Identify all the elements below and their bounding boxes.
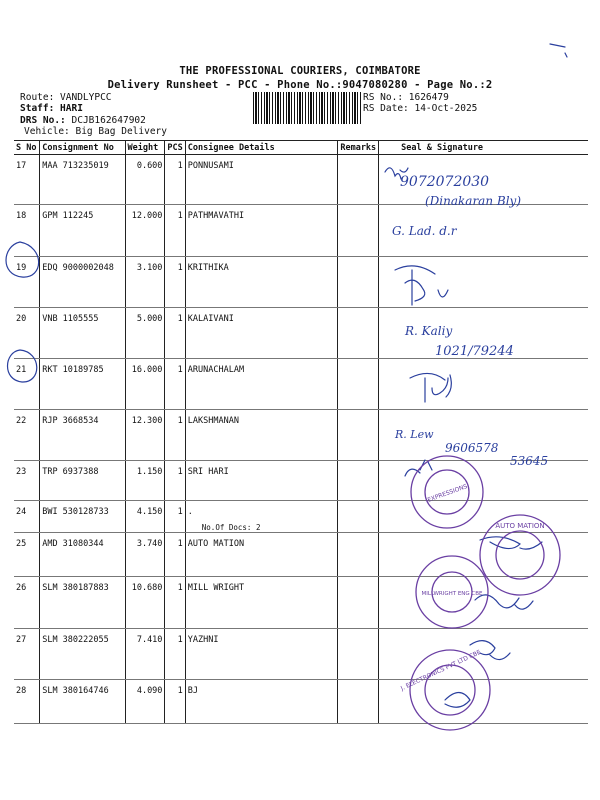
cell-weight bbox=[125, 257, 165, 308]
cell-pcs bbox=[165, 680, 185, 724]
cell-consignment-text: GPM 112245 bbox=[42, 211, 94, 221]
cell-weight-text: 4.150 bbox=[136, 507, 163, 517]
cell-consignee bbox=[185, 533, 338, 577]
runsheet-title: Delivery Runsheet - PCC - Phone No.:9047080280 - Page No.:2 bbox=[107, 79, 493, 91]
cell-sno bbox=[14, 359, 40, 410]
cell-weight-text: 12.300 bbox=[131, 416, 163, 426]
cell-pcs-text: 1 bbox=[177, 507, 183, 517]
cell-consignment-text: TRP 6937388 bbox=[42, 467, 99, 477]
table-row bbox=[14, 410, 588, 461]
cell-consignee bbox=[185, 410, 338, 461]
svg-text:J. ELECTRONICS PVT LTD CBE: J. ELECTRONICS PVT LTD CBE bbox=[399, 648, 483, 693]
cell-sno-text: 19 bbox=[16, 263, 27, 273]
company-title: THE PROFESSIONAL COURIERS, COIMBATORE bbox=[179, 65, 421, 77]
cell-consignee bbox=[185, 308, 338, 359]
rs-date: RS Date: 14-Oct-2025 bbox=[363, 103, 478, 114]
cell-consignee-text: MILL WRIGHT bbox=[187, 583, 245, 593]
table-row bbox=[14, 629, 588, 680]
drs-number bbox=[20, 115, 146, 126]
cell-consignee-text: LAKSHMANAN bbox=[187, 416, 239, 426]
cell-sno bbox=[14, 155, 40, 205]
cell-consignee bbox=[185, 359, 338, 410]
cell-sno bbox=[14, 205, 40, 257]
cell-weight bbox=[125, 205, 165, 257]
cell-remarks bbox=[338, 680, 379, 724]
cell-sno bbox=[14, 577, 40, 629]
cell-weight-text: 12.000 bbox=[131, 211, 163, 221]
cell-weight bbox=[125, 308, 165, 359]
cell-consignment bbox=[40, 461, 125, 501]
cell-weight bbox=[125, 533, 165, 577]
row17-extra: G. Lad. d.r bbox=[392, 224, 457, 238]
cell-consignee bbox=[185, 680, 338, 724]
cell-consignee-text: KRITHIKA bbox=[187, 263, 229, 273]
cell-weight-text: 4.090 bbox=[136, 686, 163, 696]
cell-pcs bbox=[165, 629, 185, 680]
cell-pcs bbox=[165, 410, 185, 461]
cell-pcs-text: 1 bbox=[177, 635, 183, 645]
cell-sno-text: 21 bbox=[16, 365, 27, 375]
cell-weight bbox=[125, 155, 165, 205]
cell-pcs-text: 1 bbox=[177, 539, 183, 549]
cell-consignment-text: RKT 10189785 bbox=[42, 365, 104, 375]
col-signature: Seal & Signature bbox=[379, 141, 588, 155]
staff-label: Staff: HARI bbox=[20, 103, 83, 114]
row17-name: (Dinakaran Bly) bbox=[425, 194, 521, 208]
cell-consignee bbox=[185, 577, 338, 629]
cell-consignee-text: BJ bbox=[187, 686, 199, 696]
cell-consignee-text: YAZHNI bbox=[187, 635, 219, 645]
cell-signature bbox=[379, 155, 588, 205]
cell-weight bbox=[125, 680, 165, 724]
cell-consignment bbox=[40, 629, 125, 680]
cell-sno bbox=[14, 410, 40, 461]
cell-sno bbox=[14, 461, 40, 501]
cell-remarks bbox=[338, 461, 379, 501]
cell-signature bbox=[379, 257, 588, 308]
cell-consignment-text: EDQ 9000002048 bbox=[42, 263, 114, 273]
row20-sign: R. Kaliy bbox=[405, 324, 453, 338]
cell-sno-text: 20 bbox=[16, 314, 27, 324]
cell-consignment-text: RJP 3668534 bbox=[42, 416, 99, 426]
cell-signature bbox=[379, 359, 588, 410]
cell-sno-text: 24 bbox=[16, 507, 27, 517]
cell-pcs-text: 1 bbox=[177, 467, 183, 477]
cell-sno-text: 27 bbox=[16, 635, 27, 645]
cell-consignment-text: SLM 380187883 bbox=[42, 583, 109, 593]
cell-signature bbox=[379, 577, 588, 629]
cell-consignee bbox=[185, 257, 338, 308]
cell-consignment-text: AMD 31080344 bbox=[42, 539, 104, 549]
cell-signature bbox=[379, 205, 588, 257]
cell-remarks bbox=[338, 359, 379, 410]
cell-consignee-text: SRI HARI bbox=[187, 467, 229, 477]
route-label: Route: VANDLYPCC bbox=[20, 92, 112, 103]
cell-sno-text: 25 bbox=[16, 539, 27, 549]
table-row bbox=[14, 205, 588, 257]
cell-pcs bbox=[165, 257, 185, 308]
cell-consignment bbox=[40, 155, 125, 205]
cell-weight bbox=[125, 461, 165, 501]
col-pcs: PCS bbox=[165, 141, 185, 155]
cell-weight-text: 10.680 bbox=[131, 583, 163, 593]
cell-weight-text: 3.740 bbox=[136, 539, 163, 549]
cell-remarks bbox=[338, 629, 379, 680]
table-row bbox=[14, 577, 588, 629]
cell-pcs-text: 1 bbox=[177, 686, 183, 696]
cell-weight bbox=[125, 359, 165, 410]
table-row bbox=[14, 308, 588, 359]
table-row bbox=[14, 680, 588, 724]
cell-pcs-text: 1 bbox=[177, 211, 183, 221]
cell-consignment bbox=[40, 205, 125, 257]
cell-weight-text: 16.000 bbox=[131, 365, 163, 375]
row22-phone: 9606578 bbox=[445, 441, 499, 455]
cell-sno bbox=[14, 308, 40, 359]
cell-signature bbox=[379, 308, 588, 359]
cell-remarks bbox=[338, 501, 379, 533]
cell-pcs bbox=[165, 155, 185, 205]
cell-weight bbox=[125, 501, 165, 533]
row17-phone: 9072072030 bbox=[400, 174, 490, 190]
row22-phone2: 53645 bbox=[510, 454, 549, 468]
cell-pcs bbox=[165, 577, 185, 629]
cell-consignee-text: ARUNACHALAM bbox=[187, 365, 245, 375]
cell-weight-text: 1.150 bbox=[136, 467, 163, 477]
cell-consignment-text: VNB 1105555 bbox=[42, 314, 99, 324]
cell-pcs-text: 1 bbox=[177, 263, 183, 273]
vehicle-label: Vehicle: Big Bag Delivery bbox=[24, 126, 167, 137]
cell-sno-text: 17 bbox=[16, 161, 27, 171]
cell-consignee bbox=[185, 461, 338, 501]
barcode-image bbox=[253, 92, 361, 124]
cell-consignee bbox=[185, 155, 338, 205]
cell-sno-text: 23 bbox=[16, 467, 27, 477]
cell-pcs bbox=[165, 533, 185, 577]
drs-label: DRS No.: bbox=[20, 115, 66, 126]
cell-sno bbox=[14, 257, 40, 308]
cell-pcs bbox=[165, 308, 185, 359]
cell-weight-text: 0.600 bbox=[136, 161, 163, 171]
cell-signature bbox=[379, 501, 588, 533]
col-sno: S No bbox=[14, 141, 40, 155]
svg-text:AUTO MATION: AUTO MATION bbox=[495, 522, 545, 530]
table-row bbox=[14, 461, 588, 501]
cell-signature bbox=[379, 410, 588, 461]
cell-pcs-text: 1 bbox=[177, 416, 183, 426]
cell-consignment bbox=[40, 410, 125, 461]
cell-consignee bbox=[185, 629, 338, 680]
cell-remarks bbox=[338, 155, 379, 205]
cell-consignee-text: PONNUSAMI bbox=[187, 161, 234, 171]
cell-pcs bbox=[165, 461, 185, 501]
cell-pcs-text: 1 bbox=[177, 583, 183, 593]
cell-consignment bbox=[40, 501, 125, 533]
cell-consignment-text: SLM 380164746 bbox=[42, 686, 109, 696]
delivery-table bbox=[14, 140, 588, 724]
cell-consignment-text: BWI 530128733 bbox=[42, 507, 109, 517]
col-consignee: Consignee Details bbox=[185, 141, 338, 155]
cell-sno bbox=[14, 501, 40, 533]
col-remarks: Remarks bbox=[338, 141, 379, 155]
cell-weight-text: 7.410 bbox=[136, 635, 163, 645]
cell-pcs bbox=[165, 501, 185, 533]
cell-consignment bbox=[40, 359, 125, 410]
cell-weight bbox=[125, 410, 165, 461]
cell-pcs-text: 1 bbox=[177, 365, 183, 375]
cell-consignment bbox=[40, 577, 125, 629]
cell-pcs bbox=[165, 359, 185, 410]
cell-remarks bbox=[338, 577, 379, 629]
docs-count: No.Of Docs: 2 bbox=[201, 523, 261, 532]
cell-sno bbox=[14, 629, 40, 680]
cell-remarks bbox=[338, 308, 379, 359]
cell-consignment bbox=[40, 680, 125, 724]
cell-consignee-text: KALAIVANI bbox=[187, 314, 234, 324]
cell-consignee bbox=[185, 205, 338, 257]
table-row bbox=[14, 359, 588, 410]
svg-text:MILLWRIGHT ENG CBE: MILLWRIGHT ENG CBE bbox=[421, 591, 483, 597]
cell-consignment-text: MAA 713235019 bbox=[42, 161, 109, 171]
table-row bbox=[14, 155, 588, 205]
col-consignment: Consignment No bbox=[40, 141, 125, 155]
cell-remarks bbox=[338, 257, 379, 308]
cell-pcs bbox=[165, 205, 185, 257]
cell-consignee-text: AUTO MATION bbox=[187, 539, 245, 549]
cell-sno-text: 26 bbox=[16, 583, 27, 593]
row20-phone: 1021/79244 bbox=[435, 344, 514, 359]
cell-sno-text: 22 bbox=[16, 416, 27, 426]
cell-weight bbox=[125, 629, 165, 680]
cell-remarks bbox=[338, 410, 379, 461]
cell-consignment bbox=[40, 308, 125, 359]
cell-consignee-text: . bbox=[187, 507, 193, 517]
cell-sno bbox=[14, 680, 40, 724]
row22-sign: R. Lew bbox=[395, 428, 434, 441]
cell-sno-text: 18 bbox=[16, 211, 27, 221]
svg-text:EXPRESSIONS: EXPRESSIONS bbox=[426, 482, 469, 504]
cell-consignment-text: SLM 380222055 bbox=[42, 635, 109, 645]
rs-number: RS No.: 1626479 bbox=[363, 92, 449, 103]
cell-consignee bbox=[185, 501, 338, 533]
cell-remarks bbox=[338, 205, 379, 257]
table-header-row bbox=[14, 141, 588, 155]
cell-weight bbox=[125, 577, 165, 629]
cell-weight-text: 3.100 bbox=[136, 263, 163, 273]
cell-remarks bbox=[338, 533, 379, 577]
drs-value: DCJB162647902 bbox=[71, 115, 146, 126]
cell-consignee-text: PATHMAVATHI bbox=[187, 211, 245, 221]
col-weight: Weight bbox=[125, 141, 165, 155]
cell-consignment bbox=[40, 533, 125, 577]
cell-consignment bbox=[40, 257, 125, 308]
cell-sno-text: 28 bbox=[16, 686, 27, 696]
cell-sno bbox=[14, 533, 40, 577]
cell-weight-text: 5.000 bbox=[136, 314, 163, 324]
cell-pcs-text: 1 bbox=[177, 314, 183, 324]
cell-pcs-text: 1 bbox=[177, 161, 183, 171]
table-row bbox=[14, 257, 588, 308]
